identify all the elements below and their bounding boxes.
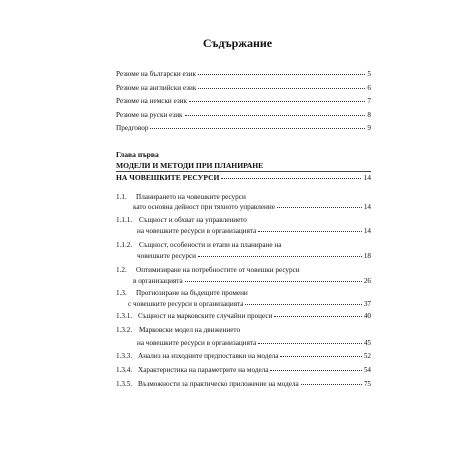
dot-leader xyxy=(185,115,366,116)
toc-entry-chapter xyxy=(116,174,371,182)
dot-leader xyxy=(198,88,365,89)
toc-section-1-1 xyxy=(116,193,246,201)
toc-entry-page: 6 xyxy=(367,84,371,92)
toc-entry-preface xyxy=(116,124,371,132)
dot-leader xyxy=(270,370,361,371)
dot-leader xyxy=(198,256,362,257)
toc-entry-1-3-3 xyxy=(116,352,371,360)
toc-entry-1-1-1 xyxy=(137,227,371,235)
toc-entry-1-3-1 xyxy=(116,312,371,320)
section-number: 1.3. xyxy=(116,289,127,297)
dot-leader xyxy=(245,304,361,305)
toc-entry-page: 7 xyxy=(367,97,371,105)
section-number: 1.3.2. xyxy=(116,326,133,334)
section-title-line2: с човешките ресурси в организацията xyxy=(128,300,244,308)
section-title-line2: като основна дейност при тяхното управление xyxy=(133,203,275,211)
toc-entry-page: 8 xyxy=(367,111,371,119)
toc-entry-1-3-5 xyxy=(116,380,371,388)
section-number: 1.3.3. xyxy=(116,352,133,360)
toc-entry-summary-ru xyxy=(116,111,371,119)
page-title: Съдържание xyxy=(202,36,273,50)
dot-leader xyxy=(221,178,361,179)
dot-leader xyxy=(198,74,365,75)
section-title-line1: Марковски модел на движението xyxy=(139,326,241,334)
dot-leader xyxy=(277,207,362,208)
section-number: 1.2. xyxy=(116,266,127,274)
section-title-line1: Прогнозиране на бъдещите промени xyxy=(136,289,248,297)
toc-entry-page: 40 xyxy=(363,312,371,320)
toc-entry-text: Резюме на немски език xyxy=(116,97,188,105)
dot-leader xyxy=(280,356,361,357)
dot-leader xyxy=(301,384,362,385)
toc-entry-page: 9 xyxy=(367,124,371,132)
section-title-line1: Същност и обхват на управлението xyxy=(139,216,247,224)
toc-entry-page: 14 xyxy=(363,173,371,182)
section-title-line2: човешките ресурси xyxy=(137,252,197,260)
toc-entry-page: 75 xyxy=(363,380,371,388)
toc-entry-summary-bg xyxy=(116,70,371,78)
toc-entry-text: Резюме на руски език xyxy=(116,111,183,119)
section-title-line1: Характеристика на параметрите на модела xyxy=(138,366,269,374)
chapter-title-line2: НА ЧОВЕШКИТЕ РЕСУРСИ xyxy=(116,173,220,182)
toc-entry-page: 54 xyxy=(363,366,371,374)
dot-leader xyxy=(150,128,365,129)
chapter-title-line1: МОДЕЛИ И МЕТОДИ ПРИ ПЛАНИРАНЕ xyxy=(116,161,264,170)
section-number: 1.3.5. xyxy=(116,380,133,388)
toc-entry-1-1 xyxy=(133,203,371,211)
toc-entry-summary-en xyxy=(116,84,371,92)
dot-leader xyxy=(258,231,361,232)
section-title-line1: Планирането на човешките ресурси xyxy=(136,193,246,201)
section-number: 1.3.1. xyxy=(116,312,133,320)
chapter-rule xyxy=(116,171,371,172)
toc-section-1-1-2 xyxy=(116,241,281,249)
toc-entry-page: 14 xyxy=(363,227,371,235)
section-number: 1.1.1. xyxy=(116,216,133,224)
toc-entry-page: 45 xyxy=(363,339,371,347)
toc-entry-1-2 xyxy=(133,277,371,285)
section-title-line2: на човешките ресурси в организацията xyxy=(137,339,257,347)
dot-leader xyxy=(258,343,361,344)
section-title-line2: на човешките ресурси в организацията xyxy=(137,227,257,235)
toc-entry-text: Резюме на български език xyxy=(116,70,196,78)
dot-leader xyxy=(185,281,362,282)
toc-section-1-3 xyxy=(116,289,248,297)
toc-entry-text: Предговор xyxy=(116,124,149,132)
toc-entry-page: 37 xyxy=(363,300,371,308)
toc-section-1-2 xyxy=(116,266,300,274)
toc-entry-page: 26 xyxy=(363,277,371,285)
toc-entry-text: Резюме на английски език xyxy=(116,84,197,92)
section-title-line2: в организацията xyxy=(133,277,183,285)
section-number: 1.3.4. xyxy=(116,366,133,374)
section-number: 1.1.2. xyxy=(116,241,133,249)
toc-entry-1-3-2 xyxy=(137,339,371,347)
toc-section-1-3-2 xyxy=(116,326,240,334)
dot-leader xyxy=(274,316,361,317)
toc-entry-page: 14 xyxy=(363,203,371,211)
toc-entry-1-1-2 xyxy=(137,252,371,260)
section-title-line1: Същност на марковските случайни процеси xyxy=(138,312,273,320)
section-title-line1: Анализ на изходните предпоставки на модела xyxy=(138,352,279,360)
section-title-line1: Оптимизиране на потребностите от човешки ресурси xyxy=(136,266,300,274)
chapter-label: Глава първа xyxy=(116,150,159,159)
toc-entry-page: 18 xyxy=(363,252,371,260)
toc-entry-1-3 xyxy=(128,300,371,308)
toc-entry-page: 5 xyxy=(367,70,371,78)
toc-section-1-1-1 xyxy=(116,216,247,224)
toc-entry-summary-de xyxy=(116,97,371,105)
dot-leader xyxy=(189,101,365,102)
toc-entry-page: 52 xyxy=(363,352,371,360)
section-number: 1.1. xyxy=(116,193,127,201)
section-title-line1: Същност, особености и етапи на планиране на xyxy=(139,241,282,249)
toc-entry-1-3-4 xyxy=(116,366,371,374)
section-title-line1: Възможности за практическо приложение на модела xyxy=(138,380,299,388)
